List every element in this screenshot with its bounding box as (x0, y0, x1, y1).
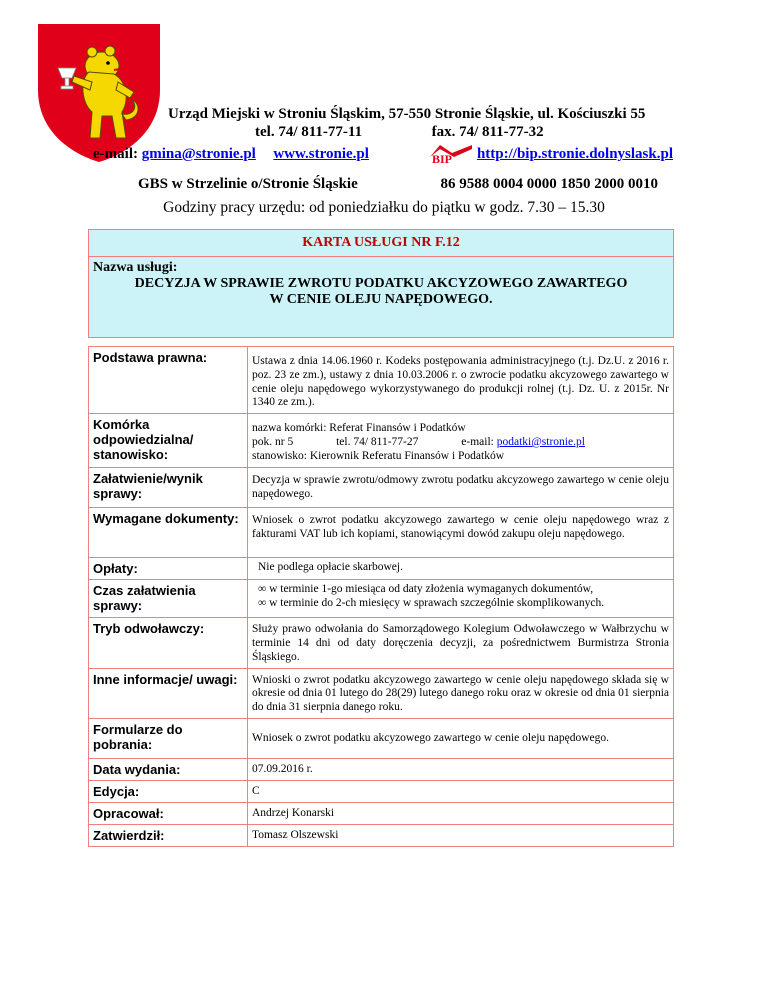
website-link[interactable]: www.stronie.pl (273, 146, 369, 162)
email-label: e-mail: (93, 146, 138, 162)
unit-label: Komórka odpowiedzialna/ stanowisko: (89, 414, 248, 468)
office-phone: tel. 74/ 811-77-11 (255, 124, 363, 140)
other-info-label: Inne informacje/ uwagi: (89, 668, 248, 718)
result-label: Załatwienie/wynik sprawy: (89, 468, 248, 508)
documents-label: Wymagane dokumenty: (89, 508, 248, 558)
service-card-table (88, 229, 674, 847)
bank-name: GBS w Strzelinie o/Stronie Śląskie (138, 176, 358, 192)
office-address: Urząd Miejski w Stroniu Śląskim, 57-550 Stronie Śląskie, ul. Kościuszki 55 (168, 106, 646, 122)
issue-date-value: 07.09.2016 r. (248, 758, 674, 780)
bank-row (138, 176, 658, 193)
email-link[interactable]: gmina@stronie.pl (141, 146, 256, 162)
unit-position: stanowisko: Kierownik Referatu Finansów i Podatków (252, 449, 505, 462)
unit-value (248, 414, 674, 468)
unit-email-label: e-mail: (461, 435, 494, 448)
processing-time-value (248, 580, 674, 618)
edition-label: Edycja: (89, 780, 248, 802)
unit-contact (252, 436, 669, 450)
appeal-value: Służy prawo odwołania do Samorządowego Kolegium Odwoławczego w Wałbrzychu w terminie 14 dni od daty doręczenia decyzji, za pośrednictwem Burmistrza Stronia Śląskiego. (248, 618, 674, 668)
documents-value: Wniosek o zwrot podatku akcyzowego zawartego w cenie oleju napędowego wraz z fakturami VAT lub ich kopiami, stanowiącymi dowód zakupu oleju napędowego. (248, 508, 674, 558)
office-hours: Godziny pracy urzędu: od poniedziałku do piątku w godz. 7.30 – 15.30 (163, 199, 605, 216)
unit-room: pok. nr 5 (252, 435, 294, 448)
service-name-line2: W CENIE OLEJU NAPĘDOWEGO. (269, 292, 493, 307)
result-value: Decyzja w sprawie zwrotu/odmowy zwrotu podatku akcyzowego zawartego w cenie oleju napędowego. (248, 468, 674, 508)
other-info-value: Wnioski o zwrot podatku akcyzowego zawartego w cenie oleju napędowego składa się w okresie od dnia 01 lutego do 28(29) lutego danego roku oraz w okresie od dnia 01 sierpnia do dnia 31 sierpnia danego roku. (248, 668, 674, 718)
service-label: Nazwa usługi: (93, 260, 178, 275)
service-name-cell (89, 257, 674, 338)
bank-account: 86 9588 0004 0000 1850 2000 0010 (440, 176, 658, 192)
bip-logo-text: BIP (432, 152, 453, 165)
forms-value: Wniosek o zwrot podatku akcyzowego zawartego w cenie oleju napędowego. (248, 718, 674, 758)
fees-label: Opłaty: (89, 558, 248, 580)
fees-value: Nie podlega opłacie skarbowej. (248, 558, 674, 580)
coat-of-arms-logo (34, 20, 164, 165)
approved-by-value: Tomasz Olszewski (248, 824, 674, 846)
legal-basis-value: Ustawa z dnia 14.06.1960 r. Kodeks postępowania administracyjnego (t.j. Dz.U. z 2016 r. poz. 23 ze zm.), ustawy z dnia 10.03.2006 r. o zwrocie podatku akcyzowego zawartego w cenie oleju napędowego wykorzystywanego do produkcji rolnej (t.j. Dz. U. z 2015r. Nr 1340 ze zm.). (248, 347, 674, 414)
card-title: KARTA USŁUGI NR F.12 (89, 230, 674, 257)
unit-name: nazwa komórki: Referat Finansów i Podatków (252, 422, 466, 435)
approved-by-label: Zatwierdził: (89, 824, 248, 846)
processing-time-label: Czas załatwienia sprawy: (89, 580, 248, 618)
bip-link[interactable]: http://bip.stronie.dolnyslask.pl (476, 146, 673, 162)
unit-phone: tel. 74/ 811-77-27 (336, 435, 419, 448)
legal-basis-label: Podstawa prawna: (89, 347, 248, 414)
issue-date-label: Data wydania: (89, 758, 248, 780)
service-name-line1: DECYZJA W SPRAWIE ZWROTU PODATKU AKCYZOWEGO ZAWARTEGO (134, 276, 628, 291)
unit-email-link[interactable]: podatki@stronie.pl (496, 435, 585, 448)
office-fax: fax. 74/ 811-77-32 (431, 124, 544, 140)
contact-row (93, 146, 673, 163)
prepared-by-value: Andrzej Konarski (248, 802, 674, 824)
processing-time-item: ∞ w terminie 1-go miesiąca od daty złożenia wymaganych dokumentów, (258, 583, 594, 596)
bip-logo (428, 143, 474, 165)
office-phone-fax (255, 124, 655, 141)
appeal-label: Tryb odwoławczy: (89, 618, 248, 668)
prepared-by-label: Opracował: (89, 802, 248, 824)
processing-time-item: ∞ w terminie do 2-ch miesięcy w sprawach szczególnie skomplikowanych. (258, 596, 605, 609)
edition-value: C (248, 780, 674, 802)
forms-label: Formularze do pobrania: (89, 718, 248, 758)
